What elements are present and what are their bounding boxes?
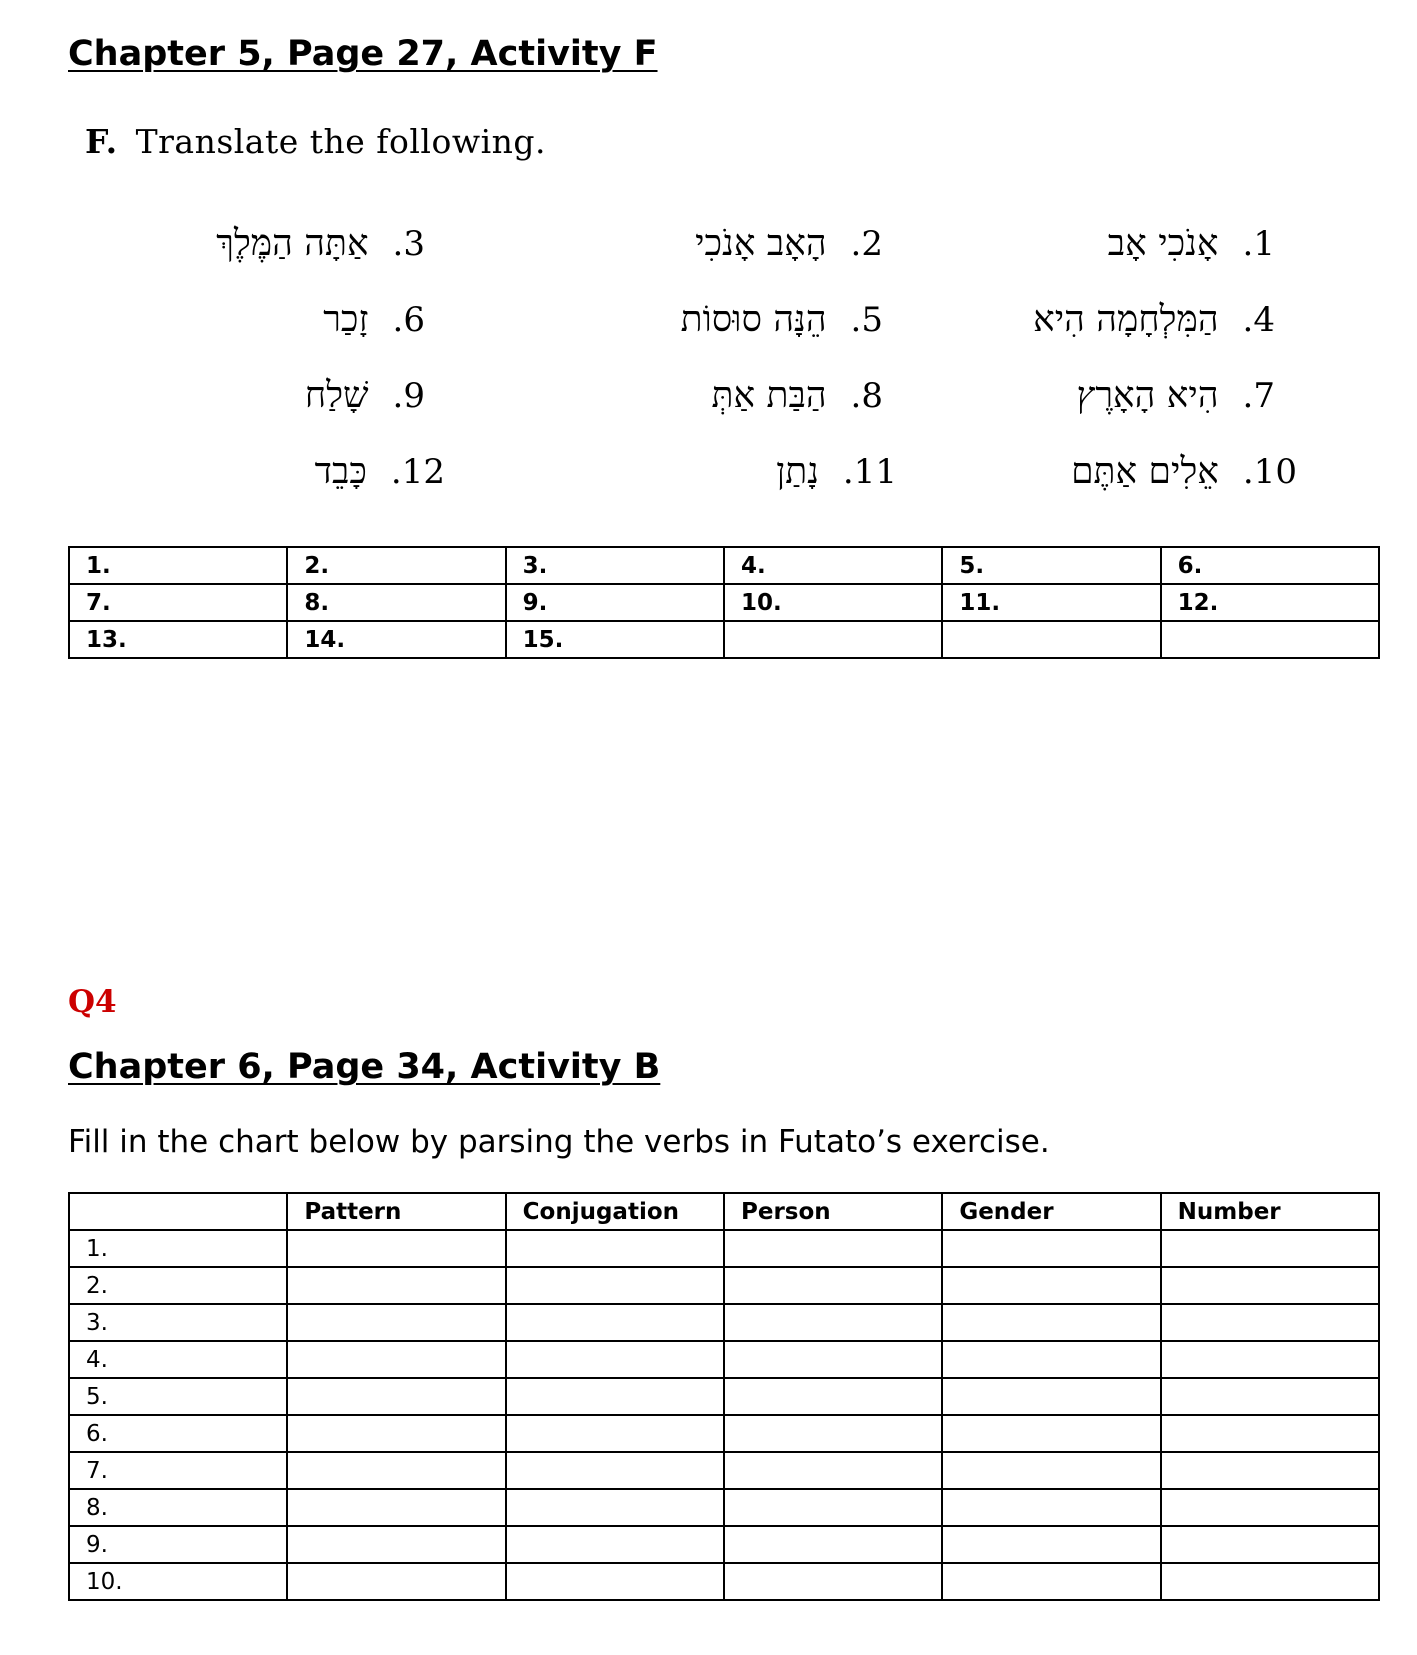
- hebrew-item-8: [712, 374, 883, 416]
- number-cell[interactable]: [1161, 1415, 1379, 1452]
- answer-cell[interactable]: 1.: [69, 547, 287, 584]
- gender-cell[interactable]: [942, 1452, 1160, 1489]
- translation-answer-table: [68, 546, 1380, 659]
- gender-cell[interactable]: [942, 1415, 1160, 1452]
- activity-f-instruction: [85, 122, 546, 161]
- row-label: 1.: [69, 1230, 287, 1267]
- hebrew-phrase: הָאָב אָנֹכִי: [695, 223, 827, 264]
- number-cell[interactable]: [1161, 1230, 1379, 1267]
- column-header-conjugation: Conjugation: [506, 1193, 724, 1230]
- hebrew-item-11: [776, 450, 897, 492]
- table-row: [69, 1341, 1379, 1378]
- column-header-number: Number: [1161, 1193, 1379, 1230]
- hebrew-phrase: אַתָּה הַמֶּלֶךְ: [216, 223, 369, 264]
- answer-cell[interactable]: 13.: [69, 621, 287, 658]
- table-row: [69, 1230, 1379, 1267]
- gender-cell[interactable]: [942, 1526, 1160, 1563]
- answer-cell[interactable]: 10.: [724, 584, 942, 621]
- number-cell[interactable]: [1161, 1304, 1379, 1341]
- column-header: [69, 1193, 287, 1230]
- answer-cell[interactable]: 7.: [69, 584, 287, 621]
- number-cell[interactable]: [1161, 1452, 1379, 1489]
- hebrew-phrase: נָתַן: [776, 451, 819, 492]
- answer-cell[interactable]: 2.: [287, 547, 505, 584]
- row-label: 9.: [69, 1526, 287, 1563]
- number-cell[interactable]: [1161, 1378, 1379, 1415]
- row-label: 10.: [69, 1563, 287, 1600]
- answer-cell[interactable]: 11.: [942, 584, 1160, 621]
- hebrew-phrase: הַבַּת אַתְּ: [711, 375, 827, 416]
- table-row: [69, 1267, 1379, 1304]
- table-row: [69, 1526, 1379, 1563]
- hebrew-item-1: [1108, 222, 1275, 264]
- hebrew-item-4: [1033, 298, 1275, 340]
- row-label: 3.: [69, 1304, 287, 1341]
- person-cell[interactable]: [724, 1563, 942, 1600]
- table-row: [69, 584, 1379, 621]
- table-row: [69, 1489, 1379, 1526]
- column-header-person: Person: [724, 1193, 942, 1230]
- hebrew-item-10: [1071, 450, 1297, 492]
- person-cell[interactable]: [724, 1452, 942, 1489]
- pattern-cell[interactable]: [287, 1304, 505, 1341]
- gender-cell[interactable]: [942, 1341, 1160, 1378]
- pattern-cell[interactable]: [287, 1452, 505, 1489]
- answer-cell[interactable]: [942, 621, 1160, 658]
- pattern-cell[interactable]: [287, 1563, 505, 1600]
- answer-cell[interactable]: 9.: [506, 584, 724, 621]
- pattern-cell[interactable]: [287, 1378, 505, 1415]
- gender-cell[interactable]: [942, 1304, 1160, 1341]
- gender-cell[interactable]: [942, 1563, 1160, 1600]
- hebrew-phrase: הֵנָּה סוּסוֹת: [680, 299, 827, 340]
- answer-cell[interactable]: [1161, 621, 1379, 658]
- conjugation-cell[interactable]: [506, 1267, 724, 1304]
- activity-f-label: F.: [85, 122, 118, 161]
- item-number: .3: [392, 224, 425, 264]
- conjugation-cell[interactable]: [506, 1452, 724, 1489]
- conjugation-cell[interactable]: [506, 1378, 724, 1415]
- conjugation-cell[interactable]: [506, 1304, 724, 1341]
- pattern-cell[interactable]: [287, 1489, 505, 1526]
- column-header-gender: Gender: [942, 1193, 1160, 1230]
- number-cell[interactable]: [1161, 1526, 1379, 1563]
- pattern-cell[interactable]: [287, 1341, 505, 1378]
- hebrew-phrase: שָׁלַח: [304, 375, 369, 416]
- item-number: .4: [1242, 300, 1275, 340]
- conjugation-cell[interactable]: [506, 1563, 724, 1600]
- hebrew-phrase: כָּבֵד: [314, 451, 367, 492]
- answer-cell[interactable]: 12.: [1161, 584, 1379, 621]
- conjugation-cell[interactable]: [506, 1415, 724, 1452]
- item-number: .8: [850, 376, 883, 416]
- person-cell[interactable]: [724, 1304, 942, 1341]
- table-row: [69, 1378, 1379, 1415]
- pattern-cell[interactable]: [287, 1415, 505, 1452]
- table-row: [69, 1304, 1379, 1341]
- answer-cell[interactable]: 8.: [287, 584, 505, 621]
- item-number: .11: [842, 452, 897, 492]
- answer-cell[interactable]: [724, 621, 942, 658]
- answer-cell[interactable]: 6.: [1161, 547, 1379, 584]
- activity-b-instruction: Fill in the chart below by parsing the verbs in Futato’s exercise.: [68, 1124, 1050, 1160]
- person-cell[interactable]: [724, 1230, 942, 1267]
- answer-cell[interactable]: 14.: [287, 621, 505, 658]
- pattern-cell[interactable]: [287, 1526, 505, 1563]
- pattern-cell[interactable]: [287, 1267, 505, 1304]
- table-row: [69, 621, 1379, 658]
- person-cell[interactable]: [724, 1341, 942, 1378]
- row-label: 5.: [69, 1378, 287, 1415]
- gender-cell[interactable]: [942, 1230, 1160, 1267]
- person-cell[interactable]: [724, 1267, 942, 1304]
- pattern-cell[interactable]: [287, 1230, 505, 1267]
- hebrew-item-5: [681, 298, 883, 340]
- item-number: .6: [392, 300, 425, 340]
- item-number: .5: [850, 300, 883, 340]
- activity-b-heading: Chapter 6, Page 34, Activity B: [68, 1047, 661, 1087]
- person-cell[interactable]: [724, 1415, 942, 1452]
- item-number: .2: [850, 224, 883, 264]
- table-header-row: [69, 1193, 1379, 1230]
- activity-f-heading: Chapter 5, Page 27, Activity F: [68, 34, 658, 74]
- hebrew-item-6: [323, 298, 425, 340]
- row-label: 6.: [69, 1415, 287, 1452]
- gender-cell[interactable]: [942, 1489, 1160, 1526]
- parsing-table: [68, 1192, 1380, 1601]
- row-label: 2.: [69, 1267, 287, 1304]
- table-row: [69, 547, 1379, 584]
- person-cell[interactable]: [724, 1378, 942, 1415]
- item-number: .10: [1242, 452, 1297, 492]
- row-label: 4.: [69, 1341, 287, 1378]
- answer-cell[interactable]: 5.: [942, 547, 1160, 584]
- column-header-pattern: Pattern: [287, 1193, 505, 1230]
- gender-cell[interactable]: [942, 1267, 1160, 1304]
- hebrew-item-3: [216, 222, 425, 264]
- item-number: .12: [390, 452, 445, 492]
- hebrew-item-2: [695, 222, 883, 264]
- conjugation-cell[interactable]: [506, 1526, 724, 1563]
- row-label: 7.: [69, 1452, 287, 1489]
- question-label: Q4: [68, 984, 117, 1020]
- row-label: 8.: [69, 1489, 287, 1526]
- activity-f-instruction-text: Translate the following.: [135, 122, 547, 161]
- table-row: [69, 1452, 1379, 1489]
- hebrew-phrase: הַמִּלְחָמָה הִיא: [1033, 299, 1219, 340]
- hebrew-phrase: אָנֹכִי אָב: [1107, 223, 1219, 264]
- number-cell[interactable]: [1161, 1267, 1379, 1304]
- conjugation-cell[interactable]: [506, 1489, 724, 1526]
- hebrew-phrase: זָכַר: [323, 299, 369, 340]
- person-cell[interactable]: [724, 1489, 942, 1526]
- number-cell[interactable]: [1161, 1489, 1379, 1526]
- answer-cell[interactable]: 15.: [506, 621, 724, 658]
- conjugation-cell[interactable]: [506, 1341, 724, 1378]
- answer-cell[interactable]: 4.: [724, 547, 942, 584]
- number-cell[interactable]: [1161, 1563, 1379, 1600]
- person-cell[interactable]: [724, 1526, 942, 1563]
- table-row: [69, 1563, 1379, 1600]
- conjugation-cell[interactable]: [506, 1230, 724, 1267]
- hebrew-phrase: אֵלִים אַתֶּם: [1071, 451, 1219, 492]
- table-row: [69, 1415, 1379, 1452]
- item-number: .9: [392, 376, 425, 416]
- gender-cell[interactable]: [942, 1378, 1160, 1415]
- number-cell[interactable]: [1161, 1341, 1379, 1378]
- hebrew-item-12: [315, 450, 445, 492]
- hebrew-item-7: [1077, 374, 1275, 416]
- answer-cell[interactable]: 3.: [506, 547, 724, 584]
- hebrew-item-9: [305, 374, 425, 416]
- item-number: .1: [1242, 224, 1275, 264]
- item-number: .7: [1242, 376, 1275, 416]
- hebrew-phrase: הִיא הָאָרֶץ: [1076, 375, 1219, 416]
